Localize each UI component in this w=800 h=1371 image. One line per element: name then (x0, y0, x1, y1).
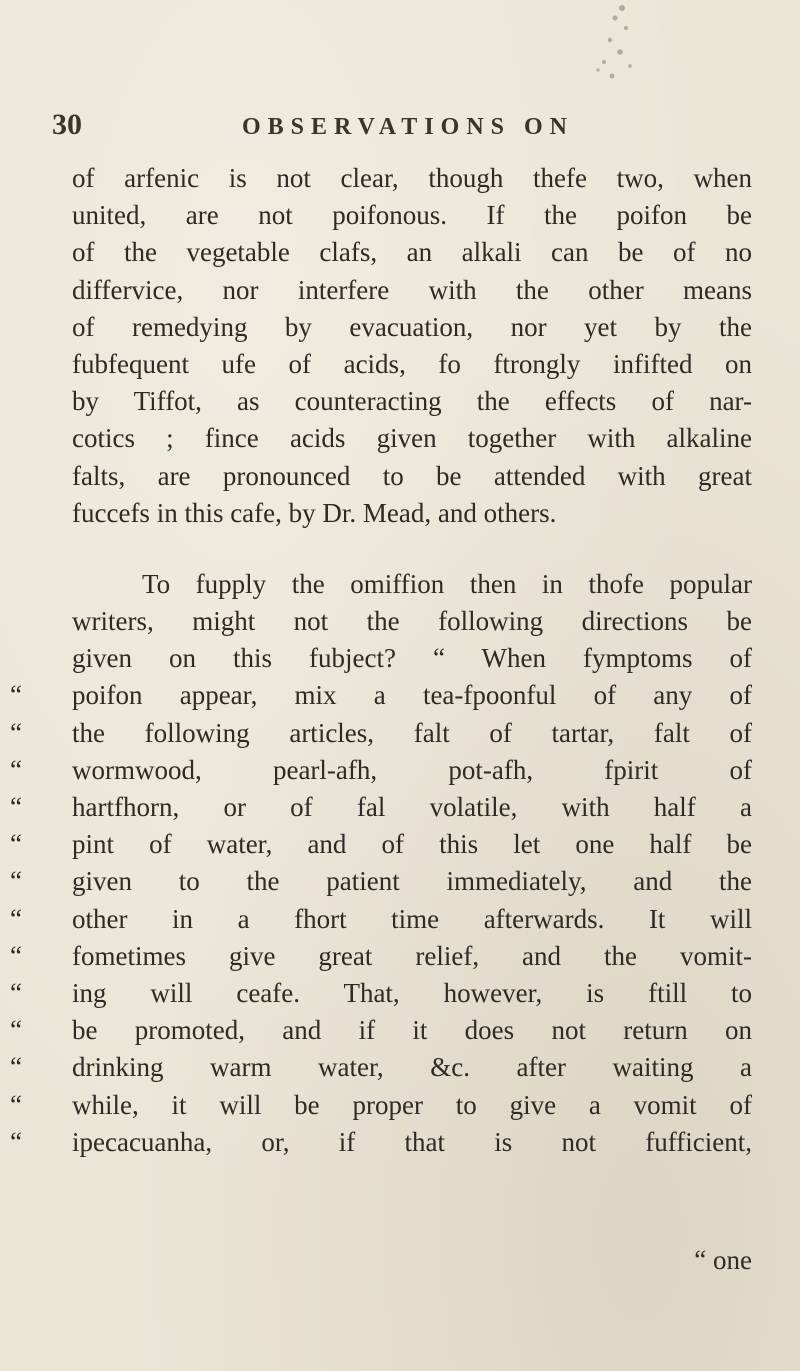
quote-mark: “ (10, 866, 22, 897)
text-line: differvice, nor interfere with the other means (72, 274, 752, 305)
quoted-line: fometimes give great relief, and the vomit- (72, 940, 752, 971)
quoted-line: given to the patient immediately, and the (72, 866, 752, 897)
quoted-line: hartfhorn, or of fal volatile, with half a (72, 792, 752, 822)
text-line: cotics ; fince acids given together with alkaline (72, 423, 752, 454)
text-line: fubfequent ufe of acids, fo ftrongly infifted on (72, 348, 752, 379)
quoted-line: ing will ceafe. That, however, is ftill to (72, 977, 752, 1008)
quoted-line: wormwood, pearl-afh, pot-afh, fpirit of (72, 754, 752, 785)
text-line: of the vegetable clafs, an alkali can be of no (72, 237, 752, 268)
quoted-line: the following articles, falt of tartar, falt of (72, 717, 752, 748)
quoted-line: drinking warm water, &c. after waiting a (72, 1052, 752, 1083)
catchword: “ one (694, 1245, 752, 1275)
text-line: united, are not poifonous. If the poifon be (72, 200, 752, 231)
quoted-line: pint of water, and of this let one half be (72, 829, 752, 860)
quote-mark: “ (10, 1126, 22, 1157)
text-line: of arfenic is not clear, though thefe two, when (72, 163, 752, 193)
running-head: OBSERVATIONS ON (242, 114, 575, 140)
text-line: To fupply the omiffion then in thofe popular (142, 568, 752, 599)
quote-mark: “ (10, 717, 22, 748)
quote-mark: “ (10, 977, 22, 1008)
quote-mark: “ (10, 754, 22, 785)
quoted-line: poifon appear, mix a tea-fpoonful of any of (72, 680, 752, 711)
page-number: 30 (52, 108, 82, 141)
quote-mark: “ (10, 680, 22, 711)
quoted-line: while, it will be proper to give a vomit of (72, 1089, 752, 1120)
body-text (10, 160, 752, 1161)
text-line: by Tiffot, as counteracting the effects of nar- (72, 386, 752, 417)
quoted-line: other in a fhort time afterwards. It will (72, 903, 752, 934)
quoted-line: ipecacuanha, or, if that is not fufficient, (72, 1126, 752, 1157)
paragraph-gap (72, 532, 752, 566)
text-line: of remedying by evacuation, nor yet by the (72, 311, 752, 342)
quote-mark: “ (10, 1089, 22, 1120)
quote-mark: “ (10, 792, 22, 822)
quote-mark: “ (10, 1052, 22, 1083)
text-line: given on this fubject? “ When fymptoms of (72, 643, 752, 674)
text-line: writers, might not the following directions be (72, 606, 752, 637)
quote-mark: “ (10, 940, 22, 971)
text-line: fuccefs in this cafe, by Dr. Mead, and others. (72, 497, 557, 528)
quote-mark: “ (10, 1015, 22, 1046)
quote-mark: “ (10, 903, 22, 934)
page-header (52, 108, 752, 148)
quote-mark: “ (10, 829, 22, 860)
ink-smudge-decoration (560, 0, 670, 90)
quoted-line: be promoted, and if it does not return on (72, 1015, 752, 1046)
text-line: falts, are pronounced to be attended with great (72, 460, 752, 491)
